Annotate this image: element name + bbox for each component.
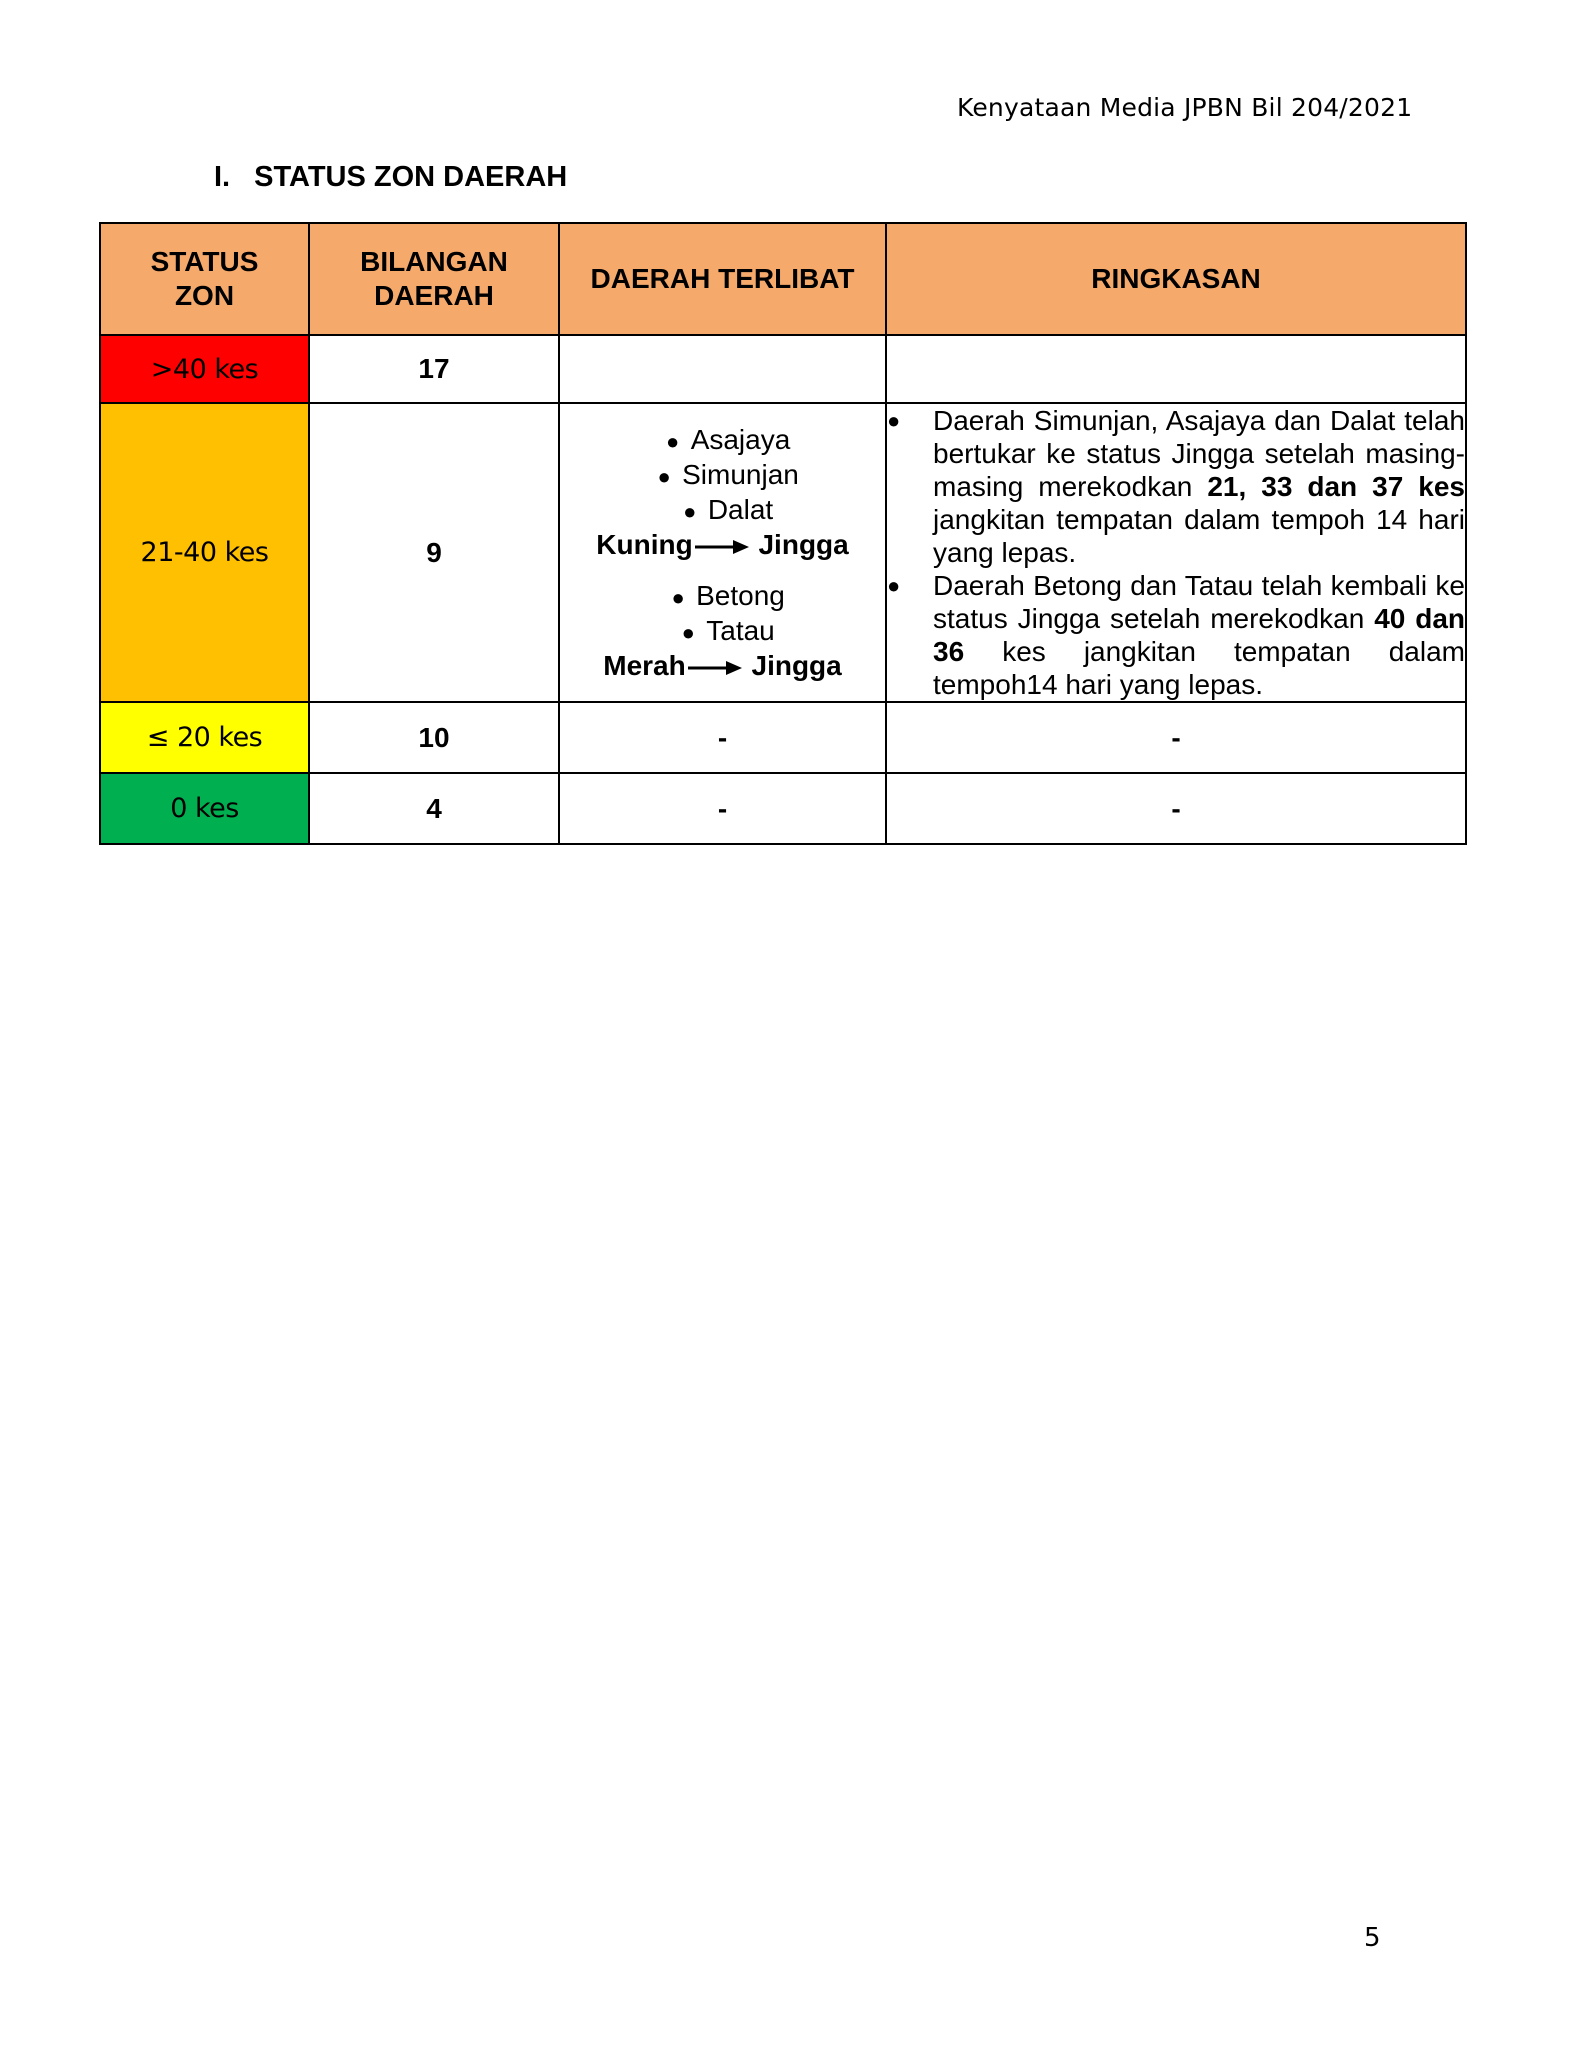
page-number: 5 xyxy=(1364,1923,1381,1953)
district-item: ● Betong xyxy=(671,580,785,611)
district-item: ● Simunjan xyxy=(657,459,799,490)
arrow-right-icon xyxy=(693,537,751,557)
summary-item: ● Daerah Simunjan, Asajaya dan Dalat telah bertukar ke status Jingga setelah masing-masing merekodkan 21, 33 dan 37 kes jangkitan tempatan dalam tempoh 14 hari yang lepas. xyxy=(887,405,1465,568)
count-cell: 17 xyxy=(309,335,559,403)
zone-cell: 0 kes xyxy=(100,773,309,844)
status-transition: Merah Jingga xyxy=(603,650,842,681)
table-header-row xyxy=(100,223,1466,335)
districts-cell xyxy=(559,403,886,702)
zone-cell: 21-40 kes xyxy=(100,403,309,702)
header-daerah-terlibat: DAERAH TERLIBAT xyxy=(559,223,886,335)
districts-cell: - xyxy=(559,702,886,773)
district-item: ● Dalat xyxy=(683,494,774,525)
district-item: ● Asajaya xyxy=(666,424,791,455)
summary-cell: - xyxy=(886,702,1466,773)
zone-cell: ≤ 20 kes xyxy=(100,702,309,773)
document-reference: Kenyataan Media JPBN Bil 204/2021 xyxy=(957,93,1413,122)
section-title: STATUS ZON DAERAH xyxy=(254,161,568,193)
section-number: I. xyxy=(214,161,231,193)
district-item: ● Tatau xyxy=(681,615,775,646)
table-row xyxy=(100,335,1466,403)
status-transition: Kuning Jingga xyxy=(596,529,849,560)
summary-cell xyxy=(886,403,1466,702)
table-row xyxy=(100,702,1466,773)
table-row xyxy=(100,403,1466,702)
section-heading xyxy=(214,161,567,194)
summary-cell: - xyxy=(886,773,1466,844)
count-cell: 4 xyxy=(309,773,559,844)
header-bilangan-daerah: BILANGAN DAERAH xyxy=(309,223,559,335)
summary-item: ● Daerah Betong dan Tatau telah kembali ke status Jingga setelah merekodkan 40 dan 36 kes jangkitan tempatan dalam tempoh14 hari yang lepas. xyxy=(887,570,1466,700)
districts-cell xyxy=(559,335,886,403)
table-row xyxy=(100,773,1466,844)
count-cell: 10 xyxy=(309,702,559,773)
zone-status-table xyxy=(99,222,1467,845)
count-cell: 9 xyxy=(309,403,559,702)
header-status-zon: STATUS ZON xyxy=(100,223,309,335)
arrow-right-icon xyxy=(686,658,744,678)
header-ringkasan: RINGKASAN xyxy=(886,223,1466,335)
districts-cell: - xyxy=(559,773,886,844)
summary-cell xyxy=(886,335,1466,403)
zone-cell: >40 kes xyxy=(100,335,309,403)
